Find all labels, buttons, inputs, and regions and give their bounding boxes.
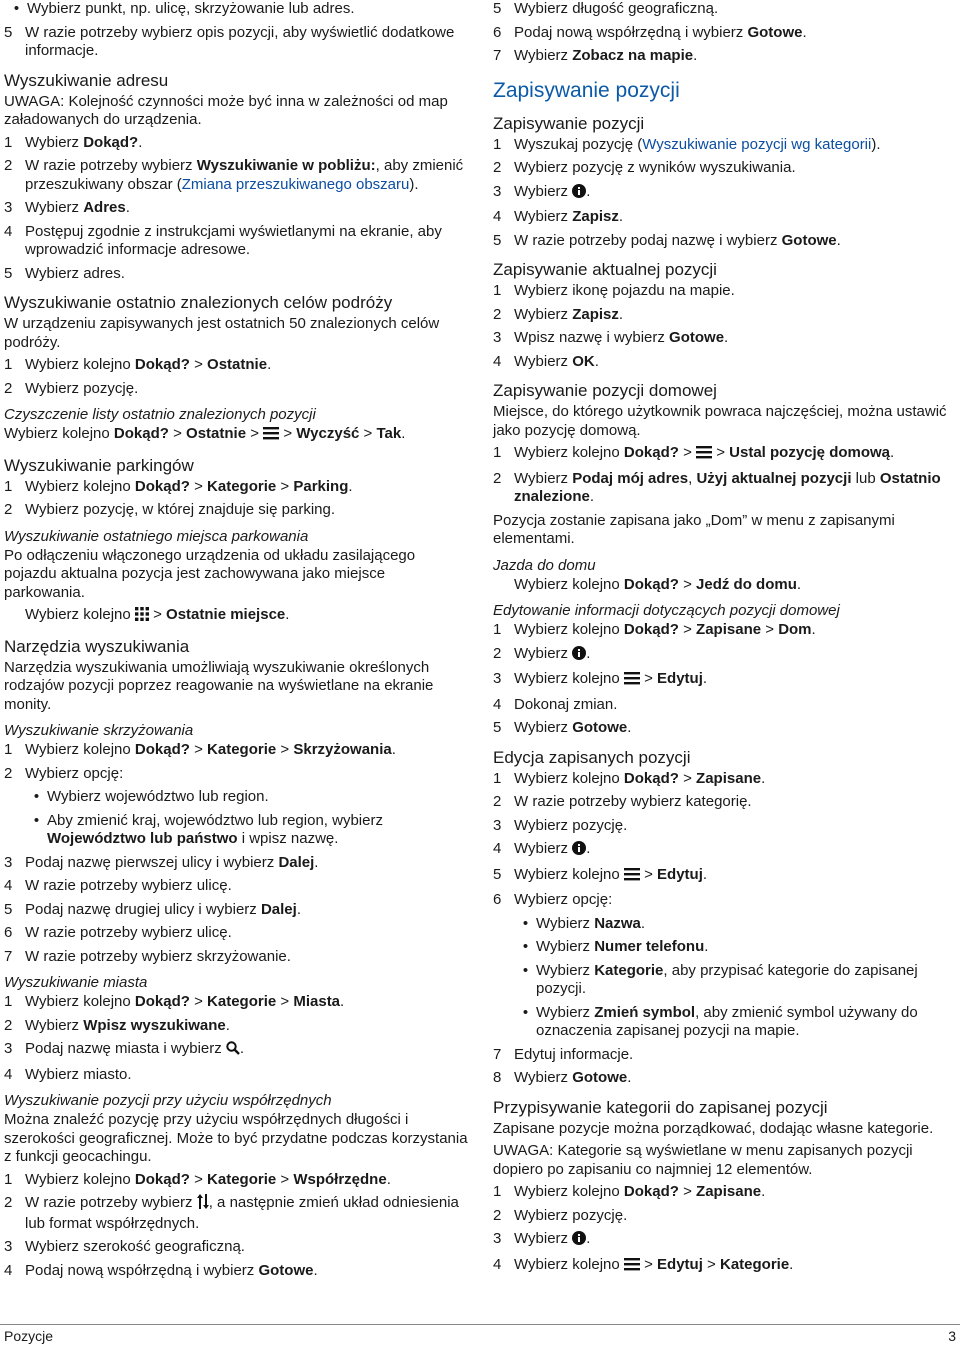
menu-icon: [624, 1257, 640, 1277]
step: 8 Wybierz Gotowe.: [493, 1069, 632, 1086]
step: 3 Wybierz .: [493, 1230, 955, 1251]
subsection-heading: Wyszukiwanie miasta: [4, 974, 148, 991]
section-heading: Edycja zapisanych pozycji: [493, 747, 691, 767]
paragraph: Miejsce, do którego użytkownik powraca najczęściej, można ustawić jako pozycję domową.: [493, 403, 947, 439]
step: 5 Wybierz długość geograficzną.: [493, 0, 719, 17]
step: 5 W razie potrzeby wybierz opis pozycji, aby wyświetlić dodatkowe informacje.: [4, 23, 455, 59]
left-column: [4, 0, 470, 1285]
step: 3 Wybierz szerokość geograficzną.: [4, 1238, 245, 1255]
list-item: • Wybierz Kategorie, aby przypisać kategorie do zapisanej pozycji.: [522, 961, 918, 997]
step: 3 Wybierz kolejno > Edytuj.: [493, 670, 955, 691]
step: 6 Wybierz opcję:: [493, 891, 613, 908]
section-heading: Zapisywanie pozycji: [493, 113, 645, 133]
paragraph: Narzędzia wyszukiwania umożliwiają wyszukiwanie określonych rodzajów pozycji poprzez reagowanie na wyświetlane na ekranie monity.: [4, 658, 434, 713]
section-heading: Wyszukiwanie adresu: [4, 70, 169, 90]
info-icon: [572, 646, 586, 666]
chapter-heading: Zapisywanie pozycji: [493, 78, 680, 102]
subsection-heading: Wyszukiwanie skrzyżowania: [4, 722, 194, 739]
list-item: • Wybierz Nazwa.: [522, 914, 646, 932]
sort-arrows-icon: [197, 1194, 209, 1215]
list-item: • Wybierz województwo lub region.: [33, 788, 269, 805]
section-heading: Przypisywanie kategorii do zapisanej pozycji: [493, 1097, 828, 1117]
step: 3 Podaj nazwę miasta i wybierz .: [4, 1040, 470, 1061]
info-icon: [572, 1231, 586, 1251]
list-item: • Aby zmienić kraj, województwo lub region, wybierz Województwo lub państwo i wpisz nazwę.: [33, 811, 383, 847]
step: 2 Wybierz pozycję z wyników wyszukiwania.: [493, 159, 796, 176]
page-number: 3: [948, 1328, 956, 1344]
paragraph: Można znaleźć pozycję przy użyciu współrzędnych długości i szerokości geograficznej. Może to być przydatne podczas korzystania z funkcji geocachingu.: [4, 1111, 468, 1165]
section-heading: Narzędzia wyszukiwania: [4, 636, 190, 656]
paragraph: Wybierz kolejno > Ostatnie miejsce.: [4, 606, 470, 627]
step: 5 Wybierz Gotowe.: [493, 719, 632, 736]
note: UWAGA: Kategorie są wyświetlane w menu zapisanych pozycji dopiero po zapisaniu co najmniej 12 elementów.: [493, 1142, 913, 1178]
menu-icon: [624, 671, 640, 691]
section-heading: Zapisywanie aktualnej pozycji: [493, 260, 717, 279]
step: 2 Wybierz Podaj mój adres, Użyj aktualnej pozycji lub Ostatnio znalezione.: [493, 469, 941, 505]
search-icon: [226, 1041, 240, 1061]
list-item: • Wybierz punkt, np. ulicę, skrzyżowanie lub adres.: [13, 0, 355, 17]
paragraph: Wybierz kolejno Dokąd? > Ostatnie > > Wyczyść > Tak.: [4, 425, 470, 446]
step: 1 Wybierz kolejno Dokąd? > Zapisane > Dom.: [493, 621, 816, 638]
subsection-heading: Wyszukiwanie pozycji przy użyciu współrzędnych: [4, 1092, 332, 1109]
step: 3 Wybierz Adres.: [4, 199, 130, 216]
link-change-area[interactable]: Zmiana przeszukiwanego obszaru: [181, 175, 410, 193]
step: 5 Wybierz kolejno > Edytuj.: [493, 866, 955, 887]
step: 2 Wybierz .: [493, 645, 955, 666]
step: 4 Wybierz Zapisz.: [493, 208, 624, 225]
step: 1 Wyszukaj pozycję (Wyszukiwanie pozycji wg kategorii).: [493, 135, 881, 153]
step: 4 Wybierz .: [493, 840, 955, 861]
step: 6 W razie potrzeby wybierz ulicę.: [4, 924, 232, 941]
step: 4 W razie potrzeby wybierz ulicę.: [4, 877, 232, 894]
apps-grid-icon: [135, 607, 149, 627]
list-item: • Wybierz Numer telefonu.: [522, 938, 709, 955]
list-item: • Wybierz Zmień symbol, aby zmienić symbol używany do oznaczenia zapisanej pozycji na mapie.: [522, 1003, 918, 1039]
section-heading: Wyszukiwanie ostatnio znalezionych celów podróży: [4, 293, 393, 312]
step: 1 Wybierz kolejno Dokąd? > Kategorie > Współrzędne.: [4, 1170, 391, 1188]
step: 1 Wybierz kolejno Dokąd? > Kategorie > Skrzyżowania.: [4, 741, 396, 758]
step: 1 Wybierz kolejno Dokąd? > Kategorie > Parking.: [4, 477, 353, 495]
step: 2 Wybierz Wpisz wyszukiwane.: [4, 1016, 230, 1034]
menu-icon: [263, 426, 279, 446]
paragraph: Zapisane pozycje można porządkować, dodając własne kategorie.: [493, 1119, 934, 1137]
step: 3 Podaj nazwę pierwszej ulicy i wybierz Dalej.: [4, 853, 319, 871]
section-heading: Zapisywanie pozycji domowej: [493, 381, 717, 400]
step: 4 Postępuj zgodnie z instrukcjami wyświetlanymi na ekranie, aby wprowadzić informacje adresowe.: [4, 222, 442, 258]
step: 4 Wybierz OK.: [493, 352, 599, 370]
step: 1 Wybierz Dokąd?.: [4, 133, 143, 151]
link-search-by-category[interactable]: Wyszukiwanie pozycji wg kategorii: [642, 135, 872, 153]
paragraph: Pozycja zostanie zapisana jako „Dom” w menu z zapisanymi elementami.: [493, 511, 895, 547]
paragraph: Po odłączeniu włączonego urządzenia od układu zasilającego pojazdu aktualna pozycja jest zachowywana jako miejsce parkowania.: [4, 546, 416, 601]
step: 7 W razie potrzeby wybierz skrzyżowanie.: [4, 947, 291, 965]
menu-icon: [624, 867, 640, 887]
step: 1 Wybierz kolejno Dokąd? > Kategorie > Miasta.: [4, 993, 345, 1010]
step: 2 Wybierz pozycję.: [4, 379, 139, 397]
step: 1 Wybierz kolejno Dokąd? > Ostatnie.: [4, 356, 272, 373]
step: 4 Wybierz kolejno > Edytuj > Kategorie.: [493, 1256, 955, 1277]
info-icon: [572, 184, 586, 204]
menu-icon: [696, 445, 712, 465]
step: 2 Wybierz pozycję, w której znajduje się parking.: [4, 501, 335, 518]
subsection-heading: Jazda do domu: [493, 556, 596, 574]
footer-section: Pozycje: [4, 1328, 54, 1344]
step: 1 Wybierz kolejno Dokąd? > Zapisane.: [493, 769, 766, 787]
step: 2 Wybierz Zapisz.: [493, 305, 624, 323]
right-column: [493, 0, 955, 1281]
step: 3 Wybierz .: [493, 183, 955, 204]
step: 6 Podaj nową współrzędną i wybierz Gotowe.: [493, 23, 807, 41]
step: 1 Wybierz ikonę pojazdu na mapie.: [493, 282, 735, 299]
step: 5 W razie potrzeby podaj nazwę i wybierz Gotowe.: [493, 231, 841, 249]
subsection-heading: Czyszczenie listy ostatnio znalezionych pozycji: [4, 406, 316, 423]
step: 4 Podaj nową współrzędną i wybierz Gotowe.: [4, 1261, 318, 1279]
step: 3 Wpisz nazwę i wybierz Gotowe.: [493, 329, 729, 346]
section-heading: Wyszukiwanie parkingów: [4, 455, 194, 475]
step: 4 Wybierz miasto.: [4, 1065, 132, 1083]
step: 1 Wybierz kolejno Dokąd? > > Ustal pozycję domową.: [493, 444, 955, 465]
step: 7 Edytuj informacje.: [493, 1045, 634, 1063]
step: 5 Podaj nazwę drugiej ulicy i wybierz Dalej.: [4, 900, 301, 918]
step: 2 Wybierz pozycję.: [493, 1206, 628, 1224]
step: 1 Wybierz kolejno Dokąd? > Zapisane.: [493, 1183, 766, 1200]
subsection-heading: Wyszukiwanie ostatniego miejsca parkowania: [4, 527, 309, 545]
paragraph: Wybierz kolejno Dokąd? > Jedź do domu.: [514, 575, 802, 593]
note: UWAGA: Kolejność czynności może być inna w zależności od map załadowanych do urządzenia.: [4, 92, 448, 128]
subsection-heading: Edytowanie informacji dotyczących pozycji domowej: [493, 602, 840, 619]
step: 2 W razie potrzeby wybierz Wyszukiwanie w pobliżu:, aby zmienić przeszukiwany obszar (Zmiana przeszukiwanego obszaru).: [4, 157, 464, 193]
step: 5 Wybierz adres.: [4, 264, 125, 282]
page-footer: [0, 1324, 960, 1344]
step: 7 Wybierz Zobacz na mapie.: [493, 47, 698, 64]
paragraph: W urządzeniu zapisywanych jest ostatnich 50 znalezionych celów podróży.: [4, 315, 440, 351]
step: 4 Dokonaj zmian.: [493, 695, 618, 713]
step: 2 Wybierz opcję:: [4, 764, 124, 782]
step: 3 Wybierz pozycję.: [493, 816, 628, 834]
step: 2 W razie potrzeby wybierz kategorię.: [493, 793, 752, 810]
step: 2 W razie potrzeby wybierz , a następnie zmień układ odniesienia lub format współrzędnych.: [4, 1194, 459, 1232]
info-icon: [572, 841, 586, 861]
